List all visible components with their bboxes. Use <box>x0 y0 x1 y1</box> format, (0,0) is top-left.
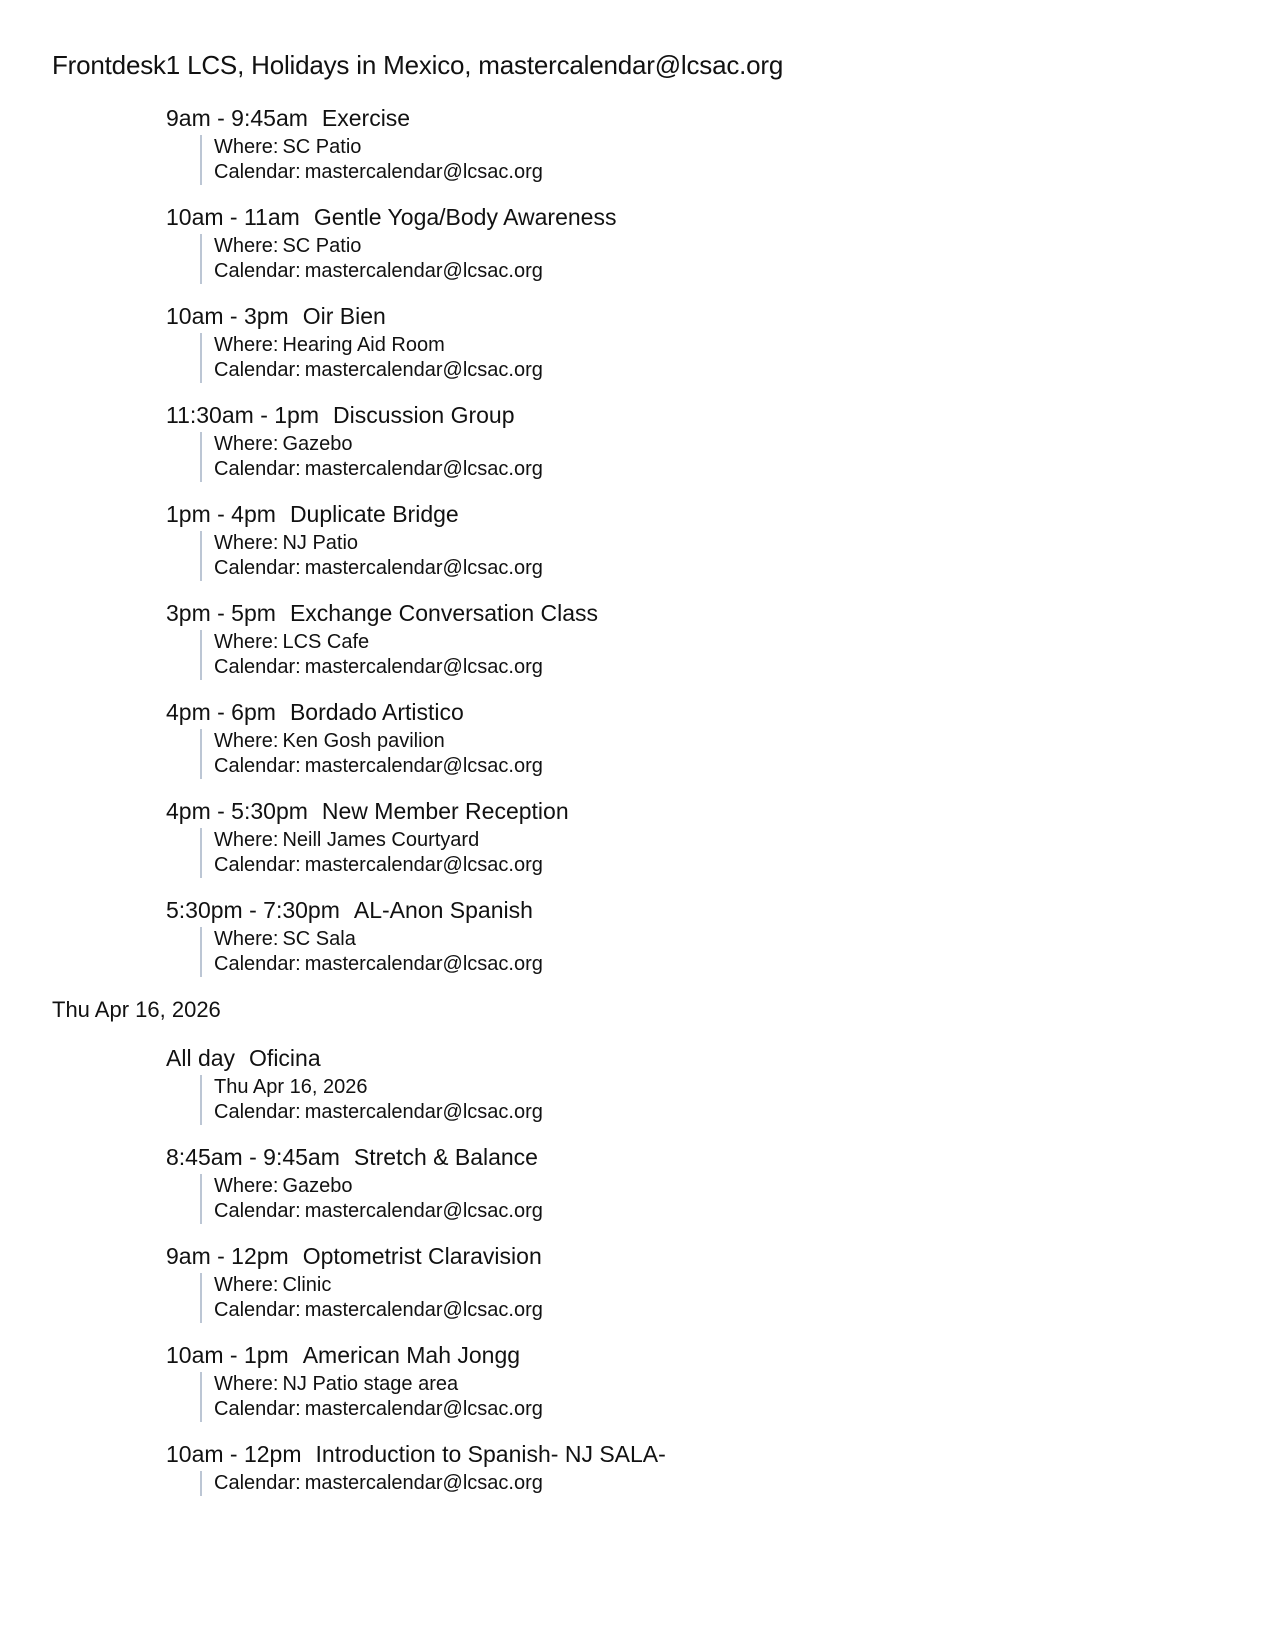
calendar-value: mastercalendar@lcsac.org <box>304 1472 543 1494</box>
event-calendar <box>214 754 1166 779</box>
event-name[interactable]: Duplicate Bridge <box>289 501 459 527</box>
event-calendar <box>214 952 1166 977</box>
event-details <box>200 1075 1166 1125</box>
event-time: 4pm - 5:30pm <box>166 798 308 824</box>
event-title-line <box>166 203 1166 231</box>
event-name[interactable]: Stretch & Balance <box>353 1144 538 1170</box>
event-title-line <box>166 401 1166 429</box>
where-label: Where: <box>214 631 279 653</box>
event-calendar <box>214 457 1166 482</box>
event-calendar <box>214 1100 1166 1125</box>
where-value: SC Patio <box>282 136 362 158</box>
event-where <box>214 531 1166 556</box>
event <box>166 1242 1166 1323</box>
event-calendar <box>214 259 1166 284</box>
event-details <box>200 234 1166 284</box>
calendar-label: Calendar: <box>214 755 301 777</box>
event-details <box>200 1372 1166 1422</box>
event-title-line <box>166 1143 1166 1171</box>
calendar-label: Calendar: <box>214 854 301 876</box>
date-value: Thu Apr 16, 2026 <box>214 1076 368 1098</box>
where-label: Where: <box>214 433 279 455</box>
event-date <box>214 1075 1166 1100</box>
where-value: Gazebo <box>282 433 353 455</box>
event-name[interactable]: Exercise <box>321 105 411 131</box>
event-name[interactable]: Exchange Conversation Class <box>289 600 599 626</box>
event-calendar <box>214 655 1166 680</box>
calendar-label: Calendar: <box>214 656 301 678</box>
event-where <box>214 1372 1166 1397</box>
event-name[interactable]: AL-Anon Spanish <box>353 897 533 923</box>
calendar-value: mastercalendar@lcsac.org <box>304 755 543 777</box>
event-title-line <box>166 302 1166 330</box>
event-time: 11:30am - 1pm <box>166 402 319 428</box>
calendar-value: mastercalendar@lcsac.org <box>304 656 543 678</box>
event-time: 4pm - 6pm <box>166 699 276 725</box>
event-name[interactable]: Oir Bien <box>302 303 386 329</box>
calendar-label: Calendar: <box>214 1101 301 1123</box>
event-name[interactable]: Optometrist Claravision <box>302 1243 542 1269</box>
event-calendar <box>214 1298 1166 1323</box>
event-where <box>214 927 1166 952</box>
event-details <box>200 1471 1166 1496</box>
event <box>166 896 1166 977</box>
event-details <box>200 432 1166 482</box>
event-calendar <box>214 1471 1166 1496</box>
calendar-label: Calendar: <box>214 1200 301 1222</box>
calendar-value: mastercalendar@lcsac.org <box>304 854 543 876</box>
event-time: 1pm - 4pm <box>166 501 276 527</box>
event <box>166 1044 1166 1125</box>
event-calendar <box>214 358 1166 383</box>
event-time: 10am - 11am <box>166 204 300 230</box>
calendar-value: mastercalendar@lcsac.org <box>304 260 543 282</box>
event-title-line <box>166 1440 1166 1468</box>
event <box>166 104 1166 185</box>
where-value: Clinic <box>282 1274 332 1296</box>
event-where <box>214 630 1166 655</box>
event-details <box>200 927 1166 977</box>
event-where <box>214 1174 1166 1199</box>
where-label: Where: <box>214 1175 279 1197</box>
event <box>166 1143 1166 1224</box>
calendar-value: mastercalendar@lcsac.org <box>304 953 543 975</box>
where-value: NJ Patio stage area <box>282 1373 459 1395</box>
calendar-value: mastercalendar@lcsac.org <box>304 1398 543 1420</box>
calendar-label: Calendar: <box>214 161 301 183</box>
where-label: Where: <box>214 829 279 851</box>
event-where <box>214 432 1166 457</box>
where-label: Where: <box>214 730 279 752</box>
event <box>166 500 1166 581</box>
event <box>166 1341 1166 1422</box>
event-title-line <box>166 599 1166 627</box>
calendar-value: mastercalendar@lcsac.org <box>304 1101 543 1123</box>
where-label: Where: <box>214 1373 279 1395</box>
where-label: Where: <box>214 1274 279 1296</box>
event-calendar <box>214 1397 1166 1422</box>
event <box>166 599 1166 680</box>
event-where <box>214 234 1166 259</box>
where-label: Where: <box>214 334 279 356</box>
event-details <box>200 531 1166 581</box>
calendar-value: mastercalendar@lcsac.org <box>304 557 543 579</box>
event-time: 10am - 3pm <box>166 303 289 329</box>
event <box>166 797 1166 878</box>
event-title-line <box>166 797 1166 825</box>
calendar-label: Calendar: <box>214 458 301 480</box>
event-title-line <box>166 104 1166 132</box>
where-value: SC Sala <box>282 928 356 950</box>
event-title-line <box>166 1242 1166 1270</box>
event-time: 10am - 1pm <box>166 1342 289 1368</box>
calendar-value: mastercalendar@lcsac.org <box>304 458 543 480</box>
event-name[interactable]: Discussion Group <box>332 402 515 428</box>
calendar-label: Calendar: <box>214 953 301 975</box>
event-title-line <box>166 1341 1166 1369</box>
where-value: Hearing Aid Room <box>282 334 445 356</box>
calendar-label: Calendar: <box>214 557 301 579</box>
event-title-line <box>166 1044 1166 1072</box>
event-name[interactable]: Oficina <box>249 1045 321 1071</box>
event-time: All day <box>166 1045 236 1071</box>
event-details <box>200 828 1166 878</box>
event <box>166 698 1166 779</box>
event-time: 10am - 12pm <box>166 1441 302 1467</box>
where-value: Ken Gosh pavilion <box>282 730 445 752</box>
event-time: 5:30pm - 7:30pm <box>166 897 340 923</box>
calendar-value: mastercalendar@lcsac.org <box>304 1200 543 1222</box>
calendar-label: Calendar: <box>214 1299 301 1321</box>
event-name[interactable]: American Mah Jongg <box>302 1342 521 1368</box>
event-details <box>200 1273 1166 1323</box>
event-calendar <box>214 160 1166 185</box>
where-value: Gazebo <box>282 1175 353 1197</box>
event-where <box>214 1273 1166 1298</box>
page-title: Frontdesk1 LCS, Holidays in Mexico, mastercalendar@lcsac.org <box>52 50 784 80</box>
event <box>166 401 1166 482</box>
where-value: LCS Cafe <box>282 631 370 653</box>
event-title-line <box>166 896 1166 924</box>
event-details <box>200 630 1166 680</box>
where-value: NJ Patio <box>282 532 359 554</box>
event-calendar <box>214 556 1166 581</box>
event-time: 9am - 12pm <box>166 1243 289 1269</box>
calendar-label: Calendar: <box>214 1398 301 1420</box>
event <box>166 1440 1166 1496</box>
where-label: Where: <box>214 532 279 554</box>
event <box>166 203 1166 284</box>
event-details <box>200 1174 1166 1224</box>
event <box>166 302 1166 383</box>
event-where <box>214 135 1166 160</box>
event-where <box>214 333 1166 358</box>
day-heading: Thu Apr 16, 2026 <box>52 997 221 1022</box>
event-name[interactable]: Gentle Yoga/Body Awareness <box>313 204 617 230</box>
calendar-value: mastercalendar@lcsac.org <box>304 161 543 183</box>
event-title-line <box>166 698 1166 726</box>
event-where <box>214 828 1166 853</box>
where-label: Where: <box>214 235 279 257</box>
where-value: Neill James Courtyard <box>282 829 480 851</box>
event-calendar <box>214 1199 1166 1224</box>
where-label: Where: <box>214 928 279 950</box>
calendar-label: Calendar: <box>214 1472 301 1494</box>
event-time: 8:45am - 9:45am <box>166 1144 340 1170</box>
event-title-line <box>166 500 1166 528</box>
event-name[interactable]: Bordado Artistico <box>289 699 464 725</box>
event-calendar <box>214 853 1166 878</box>
calendar-label: Calendar: <box>214 260 301 282</box>
event-time: 3pm - 5pm <box>166 600 276 626</box>
event-time: 9am - 9:45am <box>166 105 308 131</box>
event-details <box>200 729 1166 779</box>
event-where <box>214 729 1166 754</box>
calendar-value: mastercalendar@lcsac.org <box>304 359 543 381</box>
event-name[interactable]: New Member Reception <box>321 798 569 824</box>
calendar-label: Calendar: <box>214 359 301 381</box>
event-details <box>200 333 1166 383</box>
event-details <box>200 135 1166 185</box>
calendar-value: mastercalendar@lcsac.org <box>304 1299 543 1321</box>
event-name[interactable]: Introduction to Spanish- NJ SALA- <box>315 1441 666 1467</box>
where-value: SC Patio <box>282 235 362 257</box>
where-label: Where: <box>214 136 279 158</box>
